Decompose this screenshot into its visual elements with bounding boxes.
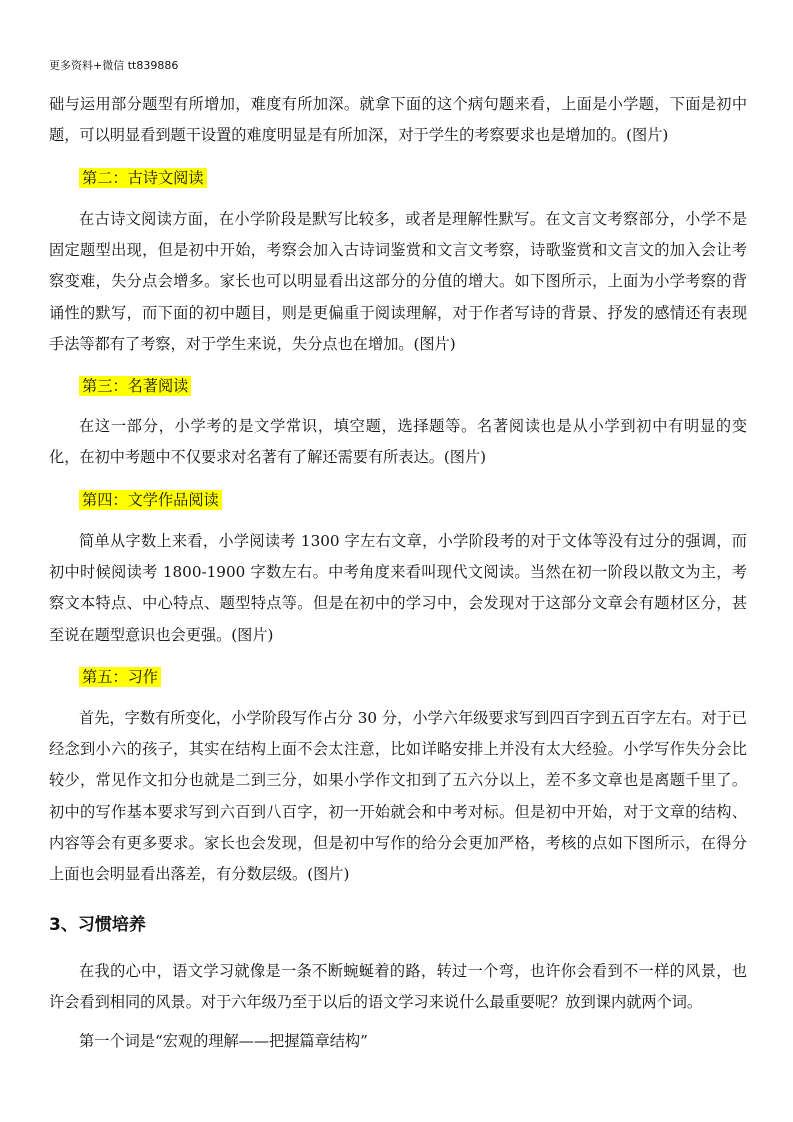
paragraph-classics-reading: 在这一部分，小学考的是文学常识，填空题，选择题等。名著阅读也是从小学到初中有明显的变化，在初中考题中不仅要求对名著有了解还需要有所表达。(图片) [49,417,747,467]
subheading-ancient-poetry [79,166,207,190]
subheading-text: 第三：名著阅读 [79,376,191,396]
subheading-writing [79,665,161,689]
subheading-classics-reading [79,374,191,398]
paragraph-first-word: 第一个词是“宏观的理解——把握篇章结构” [79,1032,368,1050]
paragraph-basics-continued: 础与运用部分题型有所增加，难度有所加深。就拿下面的这个病句题来看，上面是小学题，下面是初中题，可以明显看到题干设置的难度明显是有所加深，对于学生的考察要求也是增加的。(图片) [49,95,747,145]
paragraph-literary-reading: 简单从字数上来看，小学阅读考 1300 字左右文章，小学阶段考的对于文体等没有过分的强调，而初中时候阅读考 1800-1900 字数左右。中考角度来看叫现代文阅读。当然在初一阶段以散文为主，考察文本特点、中心特点、题型特点等。但是在初中的学习中，会发现对于这部分文章会有题材区分，甚至说在题型意识也会更强。(图片) [49,532,747,644]
paragraph-writing: 首先，字数有所变化，小学阶段写作占分 30 分，小学六年级要求写到四百字到五百字左右。对于已经念到小六的孩子，其实在结构上面不会太注意，比如详略安排上并没有太大经验。小学写作失分会比较少，常见作文扣分也就是二到三分，如果小学作文扣到了五六分以上，差不多文章也是离题千里了。初中的写作基本要求写到六百到八百字，初一开始就会和中考对标。但是初中开始，对于文章的结构、内容等会有更多要求。家长也会发现，但是初中写作的给分会更加严格，考核的点如下图所示，在得分上面也会明显看出落差，有分数层级。(图片) [49,709,747,884]
section-title-habits: 3、习惯培养 [49,915,146,935]
paragraph-habits: 在我的心中，语文学习就像是一条不断蜿蜒着的路，转过一个弯，也许你会看到不一样的风景，也许会看到相同的风景。对于六年级乃至于以后的语文学习来说什么最重要呢？放到课内就两个词。 [49,962,747,1012]
subheading-text: 第四：文学作品阅读 [79,490,222,510]
subheading-literary-reading [79,488,222,512]
subheading-text: 第二：古诗文阅读 [79,168,207,188]
subheading-text: 第五：习作 [79,667,161,687]
header-note: 更多资料+微信 tt839886 [49,59,179,72]
paragraph-ancient-poetry: 在古诗文阅读方面，在小学阶段是默写比较多，或者是理解性默写。在文言文考察部分，小学不是固定题型出现，但是初中开始，考察会加入古诗词鉴赏和文言文考察，诗歌鉴赏和文言文的加入会让考察变难，失分点会增多。家长也可以明显看出这部分的分值的增大。如下图所示，上面为小学考察的背诵性的默写，而下面的初中题目，则是更偏重于阅读理解，对于作者写诗的背景、抒发的感情还有表现手法等都有了考察，对于学生来说，失分点也在增加。(图片) [49,210,747,353]
